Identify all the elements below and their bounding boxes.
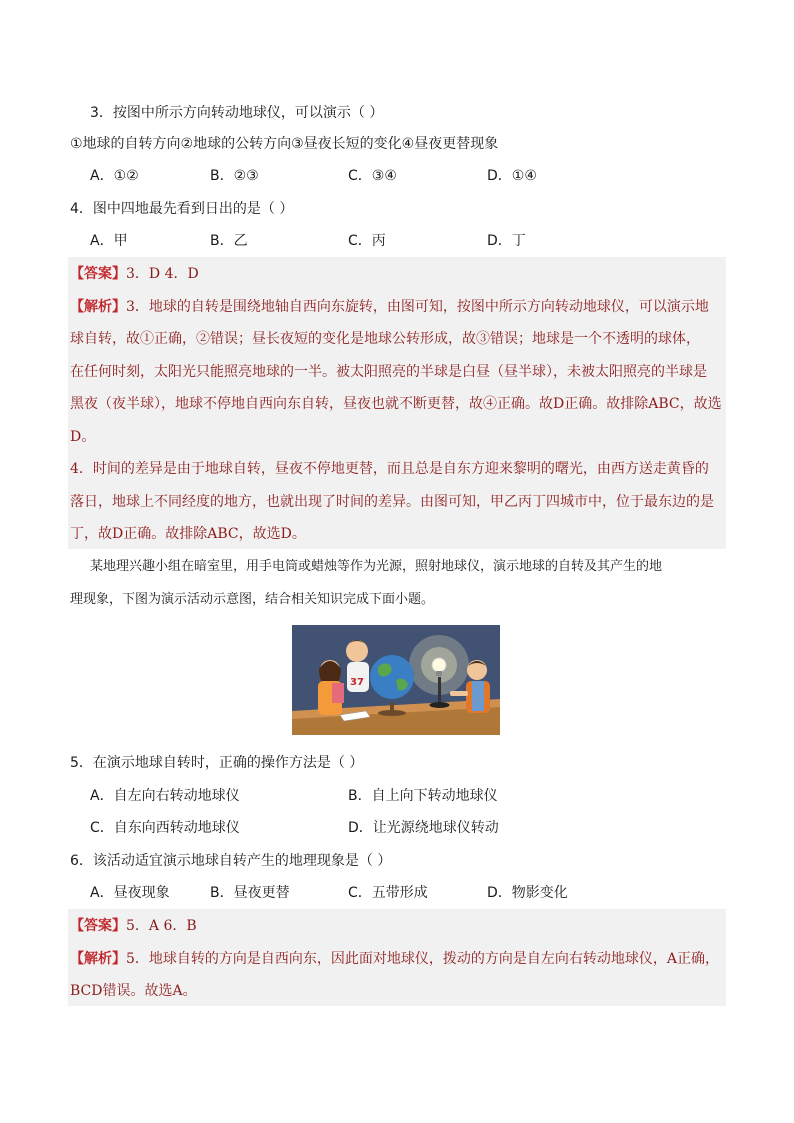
analysis-1-line-3: 在任何时刻，太阳光只能照亮地球的一半。被太阳照亮的半球是白昼（昼半球），未被太阳照亮的半球是 — [70, 364, 707, 380]
analysis-2-line-1: 【解析】5．地球自转的方向是自西向东，因此面对地球仪，拨动的方向是自左向右转动地球仪，A正确， — [70, 951, 720, 967]
q3-option-b: B．②③ — [210, 168, 259, 184]
analysis-1-line-6: 4．时间的差异是由于地球自转，昼夜不停地更替，而且总是自东方迎来黎明的曙光，由西方送走黄昏的 — [70, 461, 709, 477]
q4-option-a: A．甲 — [90, 233, 128, 249]
q5-option-b: B．自上向下转动地球仪 — [348, 788, 498, 804]
q4-option-d: D．丁 — [487, 233, 526, 249]
intro-line-2: 理现象，下图为演示活动示意图，结合相关知识完成下面小题。 — [70, 592, 435, 607]
answer-tag: 【答案】 — [70, 266, 126, 282]
analysis-tag: 【解析】 — [70, 951, 126, 967]
q6-option-d: D．物影变化 — [487, 885, 568, 901]
q4-stem: 4．图中四地最先看到日出的是（ ） — [70, 201, 294, 217]
analysis-1-line-7: 落日，地球上不同经度的地方，也就出现了时间的差异。由图可知，甲乙丙丁四城市中，位于最东边的是 — [70, 494, 714, 510]
answer-1 — [70, 264, 724, 284]
q3-option-a: A．①② — [90, 168, 139, 184]
q3-option-c: C．③④ — [348, 168, 397, 184]
q6-option-c: C．五带形成 — [348, 885, 428, 901]
analysis-1-line-8: 丁，故D正确。故排除ABC，故选D。 — [70, 526, 306, 542]
answer-tag: 【答案】 — [70, 918, 126, 934]
analysis-1-line-2: 球自转，故①正确，②错误；昼长夜短的变化是地球公转形成，故③错误；地球是一个不透明的球体， — [70, 331, 700, 347]
q3-stem: 3．按图中所示方向转动地球仪，可以演示（ ） — [90, 105, 384, 121]
q6-stem: 6．该活动适宜演示地球自转产生的地理现象是（ ） — [70, 853, 392, 869]
analysis-1-line-4: 黑夜（夜半球），地球不停地自西向东自转，昼夜也就不断更替，故④正确。故D正确。故排除ABC，故选 — [70, 396, 722, 412]
q5-option-c: C．自东向西转动地球仪 — [90, 820, 240, 836]
answer-2 — [70, 916, 724, 936]
analysis-2-line-2: BCD错误。故选A。 — [70, 983, 197, 999]
analysis-1-line-5: D。 — [70, 429, 96, 445]
globe-demo-illustration — [292, 625, 500, 735]
q5-stem: 5．在演示地球自转时，正确的操作方法是（ ） — [70, 755, 364, 771]
q4-option-c: C．丙 — [348, 233, 386, 249]
q4-option-b: B．乙 — [210, 233, 248, 249]
q6-option-a: A．昼夜现象 — [90, 885, 170, 901]
light-bulb-icon — [432, 658, 446, 672]
answer-text: 5．A 6．B — [126, 918, 197, 934]
globe-icon — [370, 655, 414, 699]
q3-option-d: D．①④ — [487, 168, 537, 184]
shirt-number: 37 — [350, 677, 364, 688]
intro-line-1: 某地理兴趣小组在暗室里，用手电筒或蜡烛等作为光源，照射地球仪，演示地球的自转及其产生的地 — [90, 559, 663, 574]
q5-option-d: D．让光源绕地球仪转动 — [348, 820, 499, 836]
answer-text: 3．D 4．D — [126, 266, 199, 282]
q6-option-b: B．昼夜更替 — [210, 885, 290, 901]
q3-statements: ①地球的自转方向②地球的公转方向③昼夜长短的变化④昼夜更替现象 — [70, 136, 499, 152]
analysis-tag: 【解析】 — [70, 299, 126, 315]
analysis-1-line-1: 【解析】3．地球的自转是围绕地轴自西向东旋转，由图可知，按图中所示方向转动地球仪，可以演示地 — [70, 299, 709, 315]
q5-option-a: A．自左向右转动地球仪 — [90, 788, 240, 804]
